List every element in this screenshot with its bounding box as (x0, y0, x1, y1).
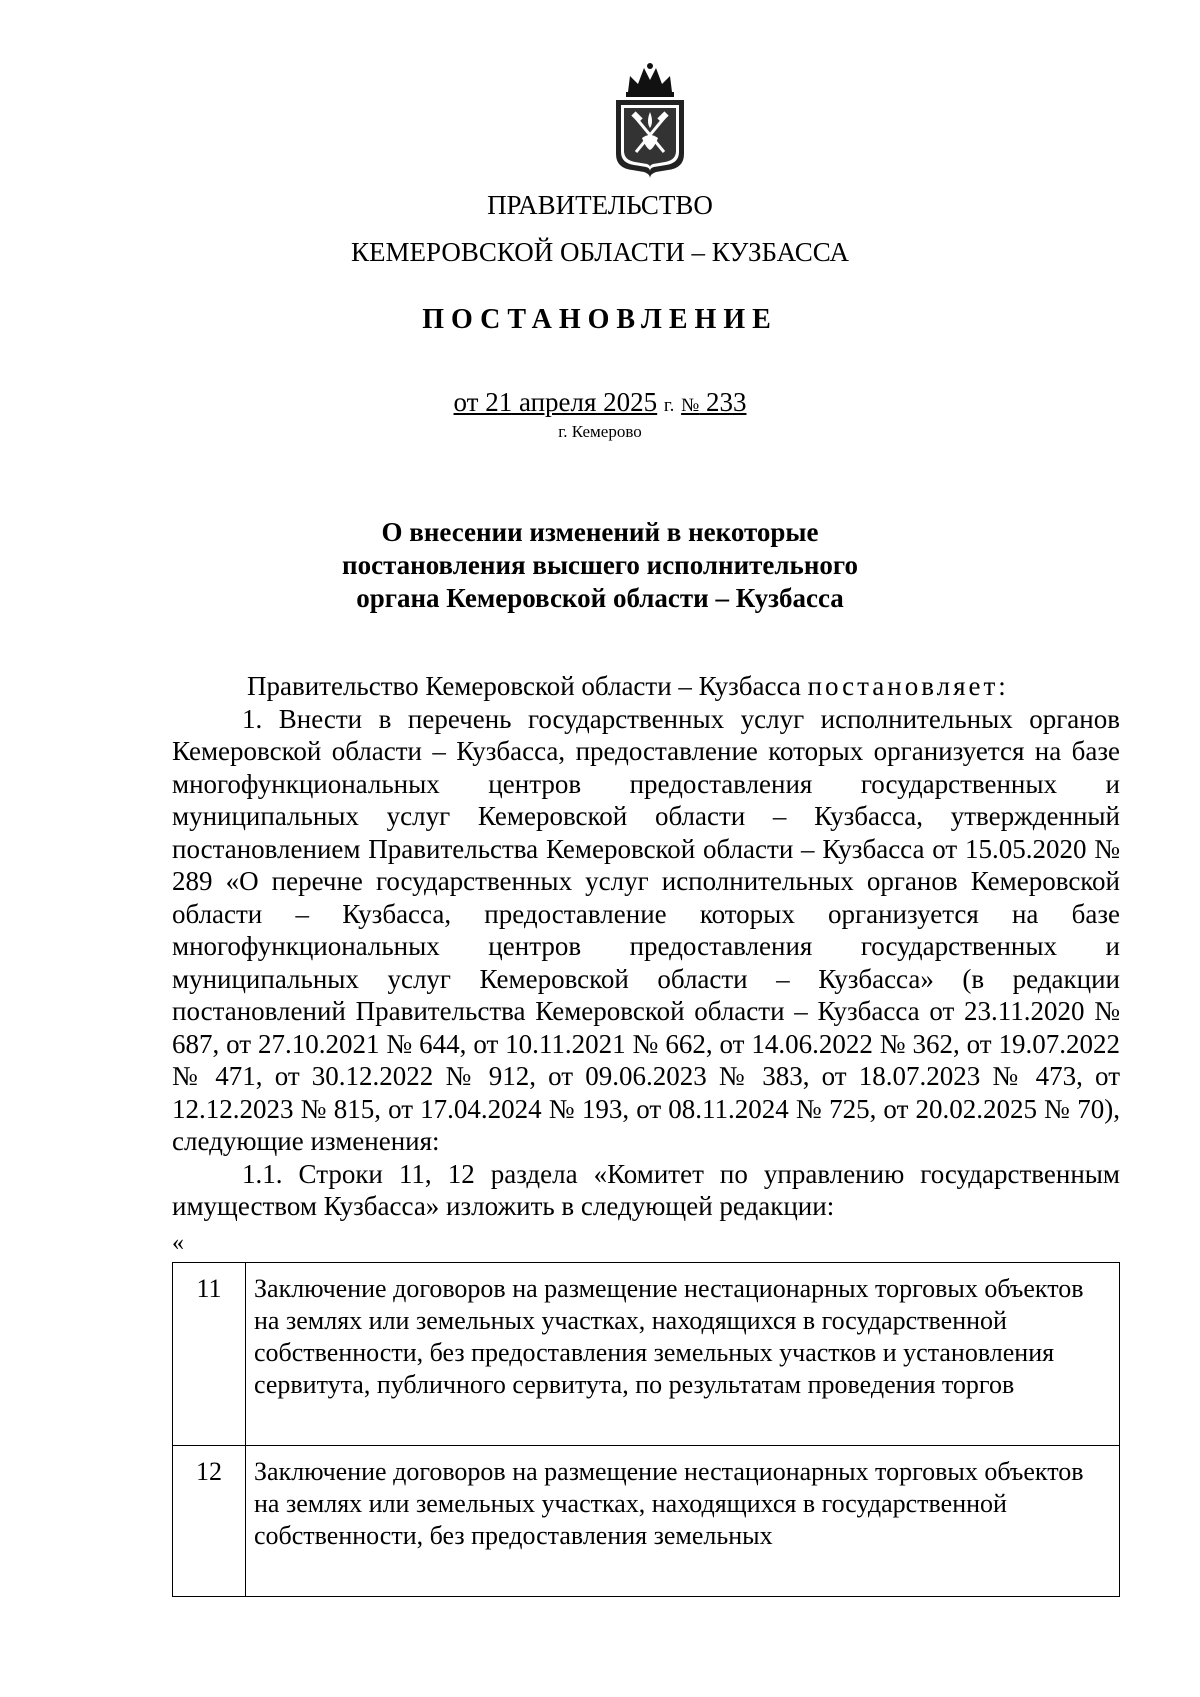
government-name-line1: ПРАВИТЕЛЬСТВО (487, 190, 713, 220)
subject-line: О внесении изменений в некоторые (381, 517, 819, 547)
table-row (173, 1446, 1120, 1597)
document-type-title: ПОСТАНОВЛЕНИЕ (422, 304, 778, 335)
row-number: 11 (173, 1263, 246, 1446)
preamble-text: Правительство Кемеровской области – Кузбасса (247, 671, 801, 701)
government-name-line2: КЕМЕРОВСКОЙ ОБЛАСТИ – КУЗБАССА (351, 237, 849, 267)
preamble-keyword: постановляет: (807, 671, 1009, 701)
number-sign: № (681, 395, 700, 416)
preamble (172, 670, 1120, 703)
document-number: 233 (705, 387, 747, 417)
paragraph-item-1-1: 1.1. Строки 11, 12 раздела «Комитет по управлению государственным имуществом Кузбасса» изложить в следующей редакции: (172, 1158, 1120, 1221)
row-number: 12 (173, 1446, 246, 1597)
issue-city: г. Кемерово (558, 422, 642, 441)
document-date: от 21 апреля 2025 (453, 387, 658, 417)
year-suffix: г. (663, 395, 675, 416)
paragraph-item-1: 1. Внести в перечень государственных услуг исполнительных органов Кемеровской области – Кузбасса, предоставление которых организуется на базе многофункциональных центров предоставления государственных и муниципальных услуг Кемеровской области – Кузбасса, утвержденный постановлением Правительства Кемеровской области – Кузбасса от 15.05.2020 № 289 «О перечне государственных услуг исполнительных органов Кемеровской области – Кузбасса, предоставление которых организуется на базе многофункциональных центров предоставления государственных и муниципальных услуг Кемеровской области – Кузбасса» (в редакции постановлений Правительства Кемеровской области – Кузбасса от 23.11.2020 № 687, от 27.10.2021 № 644, от 10.11.2021 № 662, от 14.06.2022 № 362, от 19.07.2022 № 471, от 30.12.2022 № 912, от 09.06.2023 № 383, от 18.07.2023 № 473, от 12.12.2023 № 815, от 17.04.2024 № 193, от 08.11.2024 № 725, от 20.02.2025 № 70), следующие изменения: (172, 703, 1120, 1156)
subject-line: органа Кемеровской области – Кузбасса (356, 583, 844, 613)
subject-line: постановления высшего исполнительного (342, 550, 858, 580)
number-block (681, 387, 746, 417)
document-body (172, 670, 1120, 1223)
row-text: Заключение договоров на размещение нестационарных торговых объектов на землях или земельных участках, находящихся в государственной собственности, без предоставления земельных участков и установления сервитута, публичного сервитута, по результатам проведения торгов (246, 1263, 1120, 1446)
table-row (173, 1263, 1120, 1446)
coat-of-arms-icon (612, 62, 688, 178)
quote-open-mark: « (172, 1230, 184, 1256)
amendment-table (172, 1262, 1120, 1597)
row-text: Заключение договоров на размещение нестационарных торговых объектов на землях или земельных участках, находящихся в государственной собственности, без предоставления земельных (246, 1446, 1120, 1597)
date-number-line (0, 386, 1200, 422)
document-subject (0, 516, 1200, 615)
